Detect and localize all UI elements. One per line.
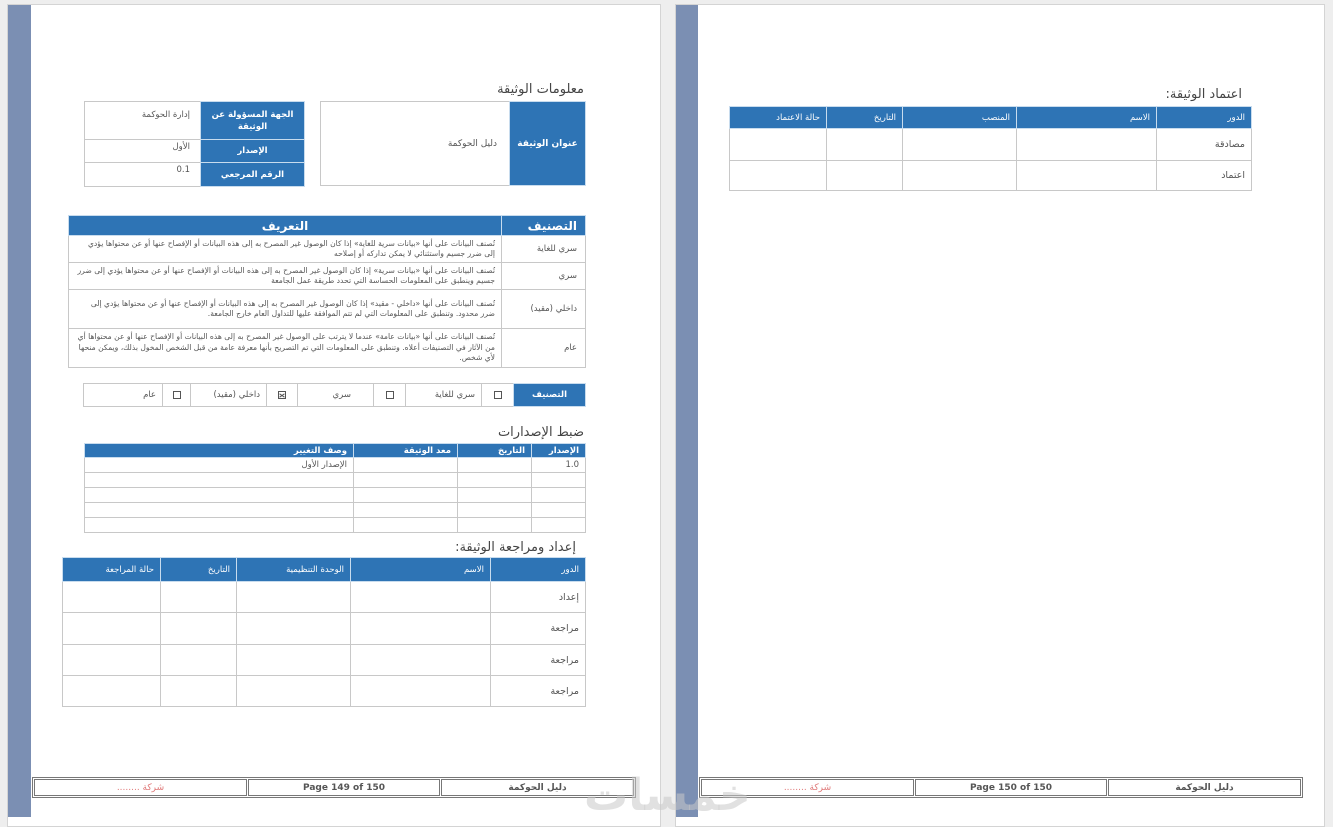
classification-name: داخلي (مقيد)	[502, 290, 586, 329]
table-row	[63, 645, 586, 676]
date-cell[interactable]	[827, 129, 903, 161]
document-page-150	[675, 4, 1325, 827]
version-value: الأول	[85, 140, 201, 163]
status-cell[interactable]	[63, 676, 161, 707]
table-row	[63, 613, 586, 645]
page-footer	[32, 777, 636, 798]
doc-title-value: دليل الحوكمة	[321, 102, 510, 186]
document-page-149	[7, 4, 661, 827]
change-col-header: وصف التغيير	[85, 444, 354, 458]
name-cell[interactable]	[1017, 161, 1157, 191]
classification-name: سري للغاية	[502, 236, 586, 263]
unit-col-header: الوحدة التنظيمية	[237, 558, 351, 582]
unit-cell[interactable]	[237, 676, 351, 707]
option-label: داخلي (مقيد)	[191, 384, 267, 407]
name-col-header: الاسم	[1017, 107, 1157, 129]
change-cell	[85, 473, 354, 488]
reference-label: الرقم المرجعي	[201, 163, 305, 187]
doc-title-table	[320, 101, 586, 186]
status-cell[interactable]	[63, 613, 161, 645]
option-label: سري	[298, 384, 374, 407]
doc-title-label: عنوان الوثيقة	[510, 102, 586, 186]
page-side-bar	[8, 5, 31, 817]
author-cell	[354, 473, 458, 488]
classification-definition: تُصنف البيانات على أنها «بيانات سرية» إذا كان الوصول غير المصرح به إلى هذه البيانات أو الإفصاح عنها أو عن محتواها يؤدي إلى ضرر جسيم وينطبق على المعلومات الحساسة التي تحدد طريقة عمل الجامعة	[69, 263, 502, 290]
footer-company: شركة ........	[701, 779, 914, 796]
version-control-table	[84, 443, 586, 533]
footer-company: شركة ........	[34, 779, 247, 796]
name-cell[interactable]	[351, 582, 491, 613]
table-row	[63, 676, 586, 707]
option-label: عام	[84, 384, 163, 407]
name-col-header: الاسم	[351, 558, 491, 582]
definition-header: التعريف	[69, 216, 502, 236]
position-cell[interactable]	[903, 129, 1017, 161]
classification-row	[69, 329, 586, 368]
unit-cell[interactable]	[237, 613, 351, 645]
page-side-bar	[676, 5, 698, 817]
approval-title: اعتماد الوثيقة:	[1165, 87, 1242, 102]
footer-page-number: Page 150 of 150	[915, 779, 1107, 796]
date-cell	[458, 503, 532, 518]
name-cell[interactable]	[351, 676, 491, 707]
reference-value: 0.1	[85, 163, 201, 187]
preparation-review-table	[62, 557, 586, 707]
author-col-header: معد الوثيقة	[354, 444, 458, 458]
date-cell[interactable]	[161, 676, 237, 707]
status-cell[interactable]	[730, 161, 827, 191]
checkbox-top-secret[interactable]	[482, 384, 514, 407]
date-col-header: التاريخ	[161, 558, 237, 582]
version-cell	[532, 488, 586, 503]
status-cell[interactable]	[730, 129, 827, 161]
classification-name: سري	[502, 263, 586, 290]
version-label: الإصدار	[201, 140, 305, 163]
date-cell[interactable]	[827, 161, 903, 191]
table-row	[85, 458, 586, 473]
footer-page-number: Page 149 of 150	[248, 779, 440, 796]
table-row	[85, 488, 586, 503]
version-cell: 1.0	[532, 458, 586, 473]
date-cell[interactable]	[161, 613, 237, 645]
date-cell	[458, 518, 532, 533]
date-cell	[458, 488, 532, 503]
name-cell[interactable]	[351, 645, 491, 676]
role-cell: إعداد	[491, 582, 586, 613]
classification-header: التصنيف	[502, 216, 586, 236]
classification-row	[69, 290, 586, 329]
classification-definition: تُصنف البيانات على أنها «بيانات عامة» عندما لا يترتب على الوصول غير المصرح به إلى هذه البيانات أو الإفصاح عنها أو عن محتواها أي من الآثار في التصنيفات أعلاه. وتنطبق على المعلومات التي تم التصريح بأنها معرفة عامة من قبل الشخص المخول بذلك، ويمكن منحها لأي شخص.	[69, 329, 502, 368]
status-col-header: حالة المراجعة	[63, 558, 161, 582]
responsible-label: الجهة المسؤولة عن الوثيقة	[201, 102, 305, 140]
name-cell[interactable]	[351, 613, 491, 645]
classification-selector-label: التصنيف	[514, 384, 586, 407]
name-cell[interactable]	[1017, 129, 1157, 161]
checkbox-icon[interactable]	[494, 391, 502, 399]
table-row	[730, 161, 1252, 191]
role-cell: مصادقة	[1157, 129, 1252, 161]
date-cell	[458, 473, 532, 488]
role-cell: مراجعة	[491, 645, 586, 676]
date-cell[interactable]	[161, 582, 237, 613]
site-watermark: خمسات	[584, 770, 751, 821]
table-row	[63, 582, 586, 613]
classification-row	[69, 263, 586, 290]
approval-table	[729, 106, 1252, 191]
unit-cell[interactable]	[237, 645, 351, 676]
role-cell: اعتماد	[1157, 161, 1252, 191]
author-cell	[354, 488, 458, 503]
role-cell: مراجعة	[491, 676, 586, 707]
checkbox-secret[interactable]	[374, 384, 406, 407]
status-cell[interactable]	[63, 645, 161, 676]
classification-definition: تُصنف البيانات على أنها «داخلي - مقيد» إذا كان الوصول غير المصرح به إلى هذه البيانات أو الإفصاح عنها أو عن محتواها يؤدي إلى ضرر محدود. وتنطبق على المعلومات التي لم تتم الموافقة عليها للتداول العام خارج الجامعة.	[69, 290, 502, 329]
role-col-header: الدور	[1157, 107, 1252, 129]
footer-doc-name: دليل الحوكمة	[1108, 779, 1301, 796]
position-col-header: المنصب	[903, 107, 1017, 129]
role-col-header: الدور	[491, 558, 586, 582]
table-row	[85, 473, 586, 488]
classification-definitions-table	[68, 215, 586, 368]
change-cell	[85, 518, 354, 533]
classification-name: عام	[502, 329, 586, 368]
change-cell	[85, 503, 354, 518]
version-cell	[532, 473, 586, 488]
doc-meta-table	[84, 101, 305, 187]
classification-selector	[83, 383, 586, 407]
checkbox-public[interactable]	[163, 384, 191, 407]
author-cell	[354, 458, 458, 473]
doc-info-title: معلومات الوثيقة	[497, 82, 584, 97]
status-cell[interactable]	[63, 582, 161, 613]
date-cell	[458, 458, 532, 473]
date-cell[interactable]	[161, 645, 237, 676]
version-cell	[532, 518, 586, 533]
footer-doc-name: دليل الحوكمة	[441, 779, 634, 796]
checkbox-checked-icon[interactable]	[278, 391, 286, 399]
preparation-review-title: إعداد ومراجعة الوثيقة:	[455, 540, 576, 555]
option-label: سري للغاية	[406, 384, 482, 407]
responsible-value: إدارة الحوكمة	[85, 102, 201, 140]
classification-row	[69, 236, 586, 263]
position-cell[interactable]	[903, 161, 1017, 191]
checkbox-icon[interactable]	[173, 391, 181, 399]
page-footer	[699, 777, 1303, 798]
classification-definition: تُصنف البيانات على أنها «بيانات سرية للغاية» إذا كان الوصول غير المصرح به إلى هذه البيانات أو الإفصاح عنها أو عن محتواها يؤدي إلى ضرر جسيم واستثنائي لا يمكن تداركه أو إصلاحه	[69, 236, 502, 263]
author-cell	[354, 518, 458, 533]
change-cell	[85, 488, 354, 503]
date-col-header: التاريخ	[458, 444, 532, 458]
role-cell: مراجعة	[491, 613, 586, 645]
table-row	[730, 129, 1252, 161]
date-col-header: التاريخ	[827, 107, 903, 129]
unit-cell[interactable]	[237, 582, 351, 613]
table-row	[85, 503, 586, 518]
change-cell: الإصدار الأول	[85, 458, 354, 473]
checkbox-internal[interactable]	[267, 384, 298, 407]
author-cell	[354, 503, 458, 518]
version-control-title: ضبط الإصدارات	[497, 425, 584, 440]
checkbox-icon[interactable]	[386, 391, 394, 399]
status-col-header: حالة الاعتماد	[730, 107, 827, 129]
table-row	[85, 518, 586, 533]
version-cell	[532, 503, 586, 518]
version-col-header: الإصدار	[532, 444, 586, 458]
